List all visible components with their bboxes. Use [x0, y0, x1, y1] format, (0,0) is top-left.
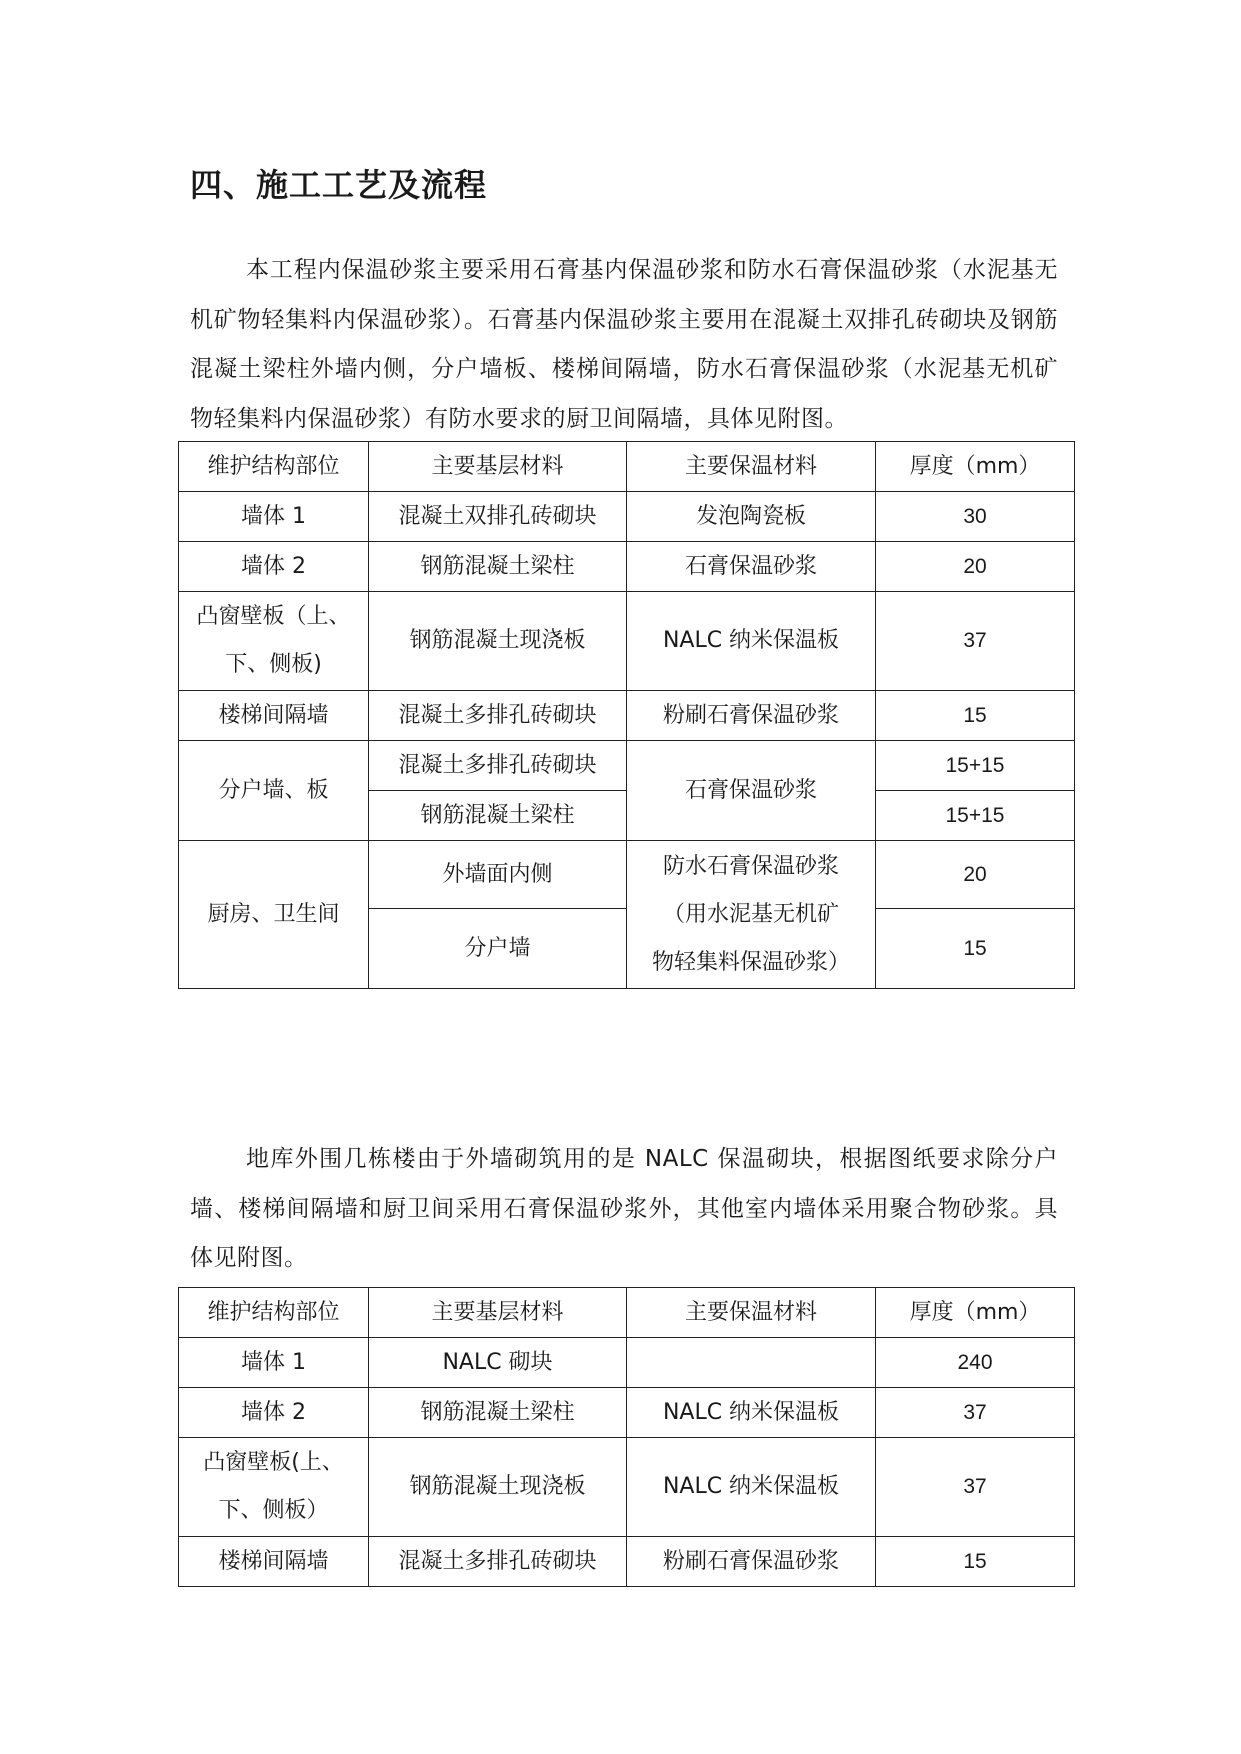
cell-thick: 15 [876, 909, 1075, 989]
cell-base: 钢筋混凝土梁柱 [369, 1388, 627, 1438]
intro-paragraph: 本工程内保温砂浆主要采用石膏基内保温砂浆和防水石膏保温砂浆（水泥基无机矿物轻集料内保温砂浆）。石膏基内保温砂浆主要用在混凝土双排孔砖砌块及钢筋混凝土梁柱外墙内侧，分户墙板、楼梯间隔墙，防水石膏保温砂浆（水泥基无机矿物轻集料内保温砂浆）有防水要求的厨卫间隔墙，具体见附图。 [190, 257, 1058, 432]
cell-insul [627, 1338, 876, 1388]
cell-thick: 15 [876, 1537, 1075, 1587]
table-row [179, 841, 1075, 909]
cell-base: 钢筋混凝土现浇板 [369, 592, 627, 691]
header-base: 主要基层材料 [369, 442, 627, 492]
cell-base: 混凝土多排孔砖砌块 [369, 1537, 627, 1587]
table-row [179, 1388, 1075, 1438]
cell-thick: 240 [876, 1338, 1075, 1388]
cell-thick: 15+15 [876, 741, 1075, 791]
cell-insul: 石膏保温砂浆 [627, 741, 876, 841]
basement-paragraph: 地库外围几栋楼由于外墙砌筑用的是 NALC 保温砌块，根据图纸要求除分户墙、楼梯间隔墙和厨卫间采用石膏保温砂浆外，其他室内墙体采用聚合物砂浆。具体见附图。 [190, 1146, 1058, 1271]
cell-thick: 37 [876, 1438, 1075, 1537]
cell-part: 分户墙、板 [179, 741, 369, 841]
cell-part: 墙体 1 [179, 1338, 369, 1388]
cell-thick: 37 [876, 1388, 1075, 1438]
cell-base: 钢筋混凝土现浇板 [369, 1438, 627, 1537]
table-header-row [179, 442, 1075, 492]
header-part: 维护结构部位 [179, 442, 369, 492]
table-row [179, 1438, 1075, 1537]
cell-insul: 粉刷石膏保温砂浆 [627, 691, 876, 741]
table-row [179, 691, 1075, 741]
cell-thick: 15 [876, 691, 1075, 741]
cell-thick: 37 [876, 592, 1075, 691]
cell-insul: 粉刷石膏保温砂浆 [627, 1537, 876, 1587]
cell-insul-line-2: （用水泥基无机矿 [662, 901, 839, 927]
cell-base: 钢筋混凝土梁柱 [369, 791, 627, 841]
cell-base: 混凝土多排孔砖砌块 [369, 741, 627, 791]
cell-part-line-1: 凸窗壁板（上、 [196, 604, 351, 629]
cell-part: 墙体 1 [179, 492, 369, 542]
cell-base: 分户墙 [369, 909, 627, 989]
header-thick: 厚度（mm） [876, 442, 1075, 492]
table-row [179, 542, 1075, 592]
table-header-row [179, 1288, 1075, 1338]
cell-part: 楼梯间隔墙 [179, 1537, 369, 1587]
cell-insul-line-3: 物轻集料保温砂浆） [651, 949, 850, 975]
cell-insul: 石膏保温砂浆 [627, 542, 876, 592]
table-row [179, 592, 1075, 691]
cell-part-line-2: 下、侧板) [225, 652, 322, 677]
cell-part-line-1: 凸窗壁板(上、 [203, 1450, 344, 1475]
cell-base: 混凝土多排孔砖砌块 [369, 691, 627, 741]
cell-part: 楼梯间隔墙 [179, 691, 369, 741]
table-row [179, 1537, 1075, 1587]
cell-thick: 15+15 [876, 791, 1075, 841]
cell-base: 混凝土双排孔砖砌块 [369, 492, 627, 542]
header-base: 主要基层材料 [369, 1288, 627, 1338]
cell-base: NALC 砌块 [369, 1338, 627, 1388]
cell-part-line-2: 下、侧板） [218, 1498, 329, 1523]
table-row [179, 492, 1075, 542]
cell-insul: NALC 纳米保温板 [627, 1388, 876, 1438]
insulation-table-1 [178, 441, 1075, 989]
header-insul: 主要保温材料 [627, 442, 876, 492]
cell-insul [627, 841, 876, 989]
cell-insul-line-1: 防水石膏保温砂浆 [662, 853, 839, 879]
table-row [179, 741, 1075, 791]
cell-part: 墙体 2 [179, 1388, 369, 1438]
cell-base: 钢筋混凝土梁柱 [369, 542, 627, 592]
table-row [179, 1338, 1075, 1388]
cell-part [179, 592, 369, 691]
cell-insul: NALC 纳米保温板 [627, 1438, 876, 1537]
insulation-table-2 [178, 1287, 1075, 1587]
header-part: 维护结构部位 [179, 1288, 369, 1338]
header-insul: 主要保温材料 [627, 1288, 876, 1338]
cell-part [179, 1438, 369, 1537]
cell-part: 厨房、卫生间 [179, 841, 369, 989]
cell-thick: 30 [876, 492, 1075, 542]
cell-thick: 20 [876, 542, 1075, 592]
cell-insul: NALC 纳米保温板 [627, 592, 876, 691]
cell-insul: 发泡陶瓷板 [627, 492, 876, 542]
cell-thick: 20 [876, 841, 1075, 909]
header-thick: 厚度（mm） [876, 1288, 1075, 1338]
section-heading: 四、施工工艺及流程 [190, 166, 488, 204]
cell-part: 墙体 2 [179, 542, 369, 592]
cell-base: 外墙面内侧 [369, 841, 627, 909]
